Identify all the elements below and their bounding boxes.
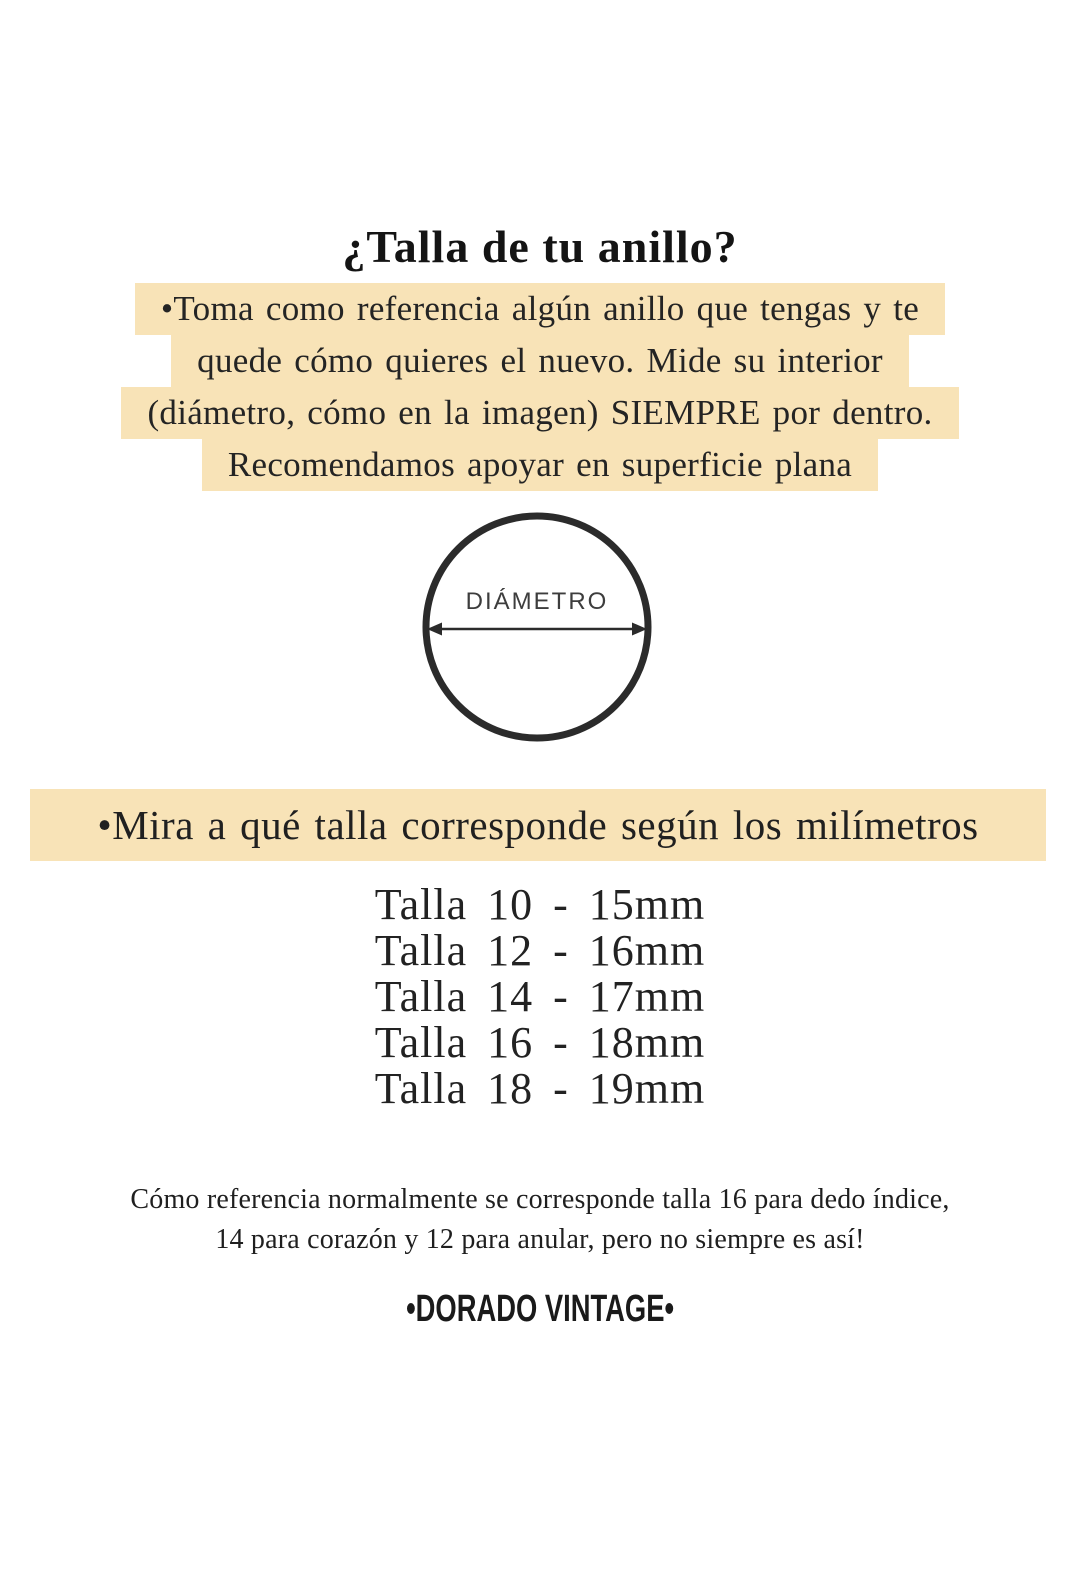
intro-line bbox=[0, 387, 1080, 439]
intro-line-text: •Toma como referencia algún anillo que tengas y te bbox=[135, 283, 945, 335]
reference-note bbox=[0, 1180, 1080, 1260]
size-row: Talla 10 - 15mm bbox=[374, 880, 706, 929]
page-title: ¿Talla de tu anillo? bbox=[342, 221, 738, 272]
intro-paragraph bbox=[0, 283, 1080, 491]
note-line: Cómo referencia normalmente se corresponde talla 16 para dedo índice, bbox=[130, 1184, 950, 1215]
intro-line bbox=[0, 283, 1080, 335]
intro-line-text: (diámetro, cómo en la imagen) SIEMPRE por dentro. bbox=[121, 387, 958, 439]
diameter-label: DIÁMETRO bbox=[465, 588, 609, 615]
size-row: Talla 18 - 19mm bbox=[374, 1064, 706, 1113]
size-list bbox=[0, 882, 1080, 1112]
intro-line-text: Recomendamos apoyar en superficie plana bbox=[202, 439, 878, 491]
diameter-arrow-icon bbox=[427, 623, 647, 636]
intro-line bbox=[0, 335, 1080, 387]
brand-logo-text: •DORADO VINTAGE• bbox=[406, 1288, 674, 1330]
brand-logo bbox=[0, 1288, 1080, 1331]
size-row: Talla 14 - 17mm bbox=[374, 972, 706, 1021]
sizes-heading: •Mira a qué talla corresponde según los milímetros bbox=[30, 789, 1046, 861]
intro-line bbox=[0, 439, 1080, 491]
ring-circle-icon bbox=[420, 510, 654, 744]
note-line: 14 para corazón y 12 para anular, pero no siempre es así! bbox=[215, 1224, 865, 1255]
size-row: Talla 16 - 18mm bbox=[374, 1018, 706, 1067]
intro-line-text: quede cómo quieres el nuevo. Mide su interior bbox=[171, 335, 909, 387]
ring-diameter-diagram bbox=[420, 510, 654, 744]
size-row: Talla 12 - 16mm bbox=[374, 926, 706, 975]
